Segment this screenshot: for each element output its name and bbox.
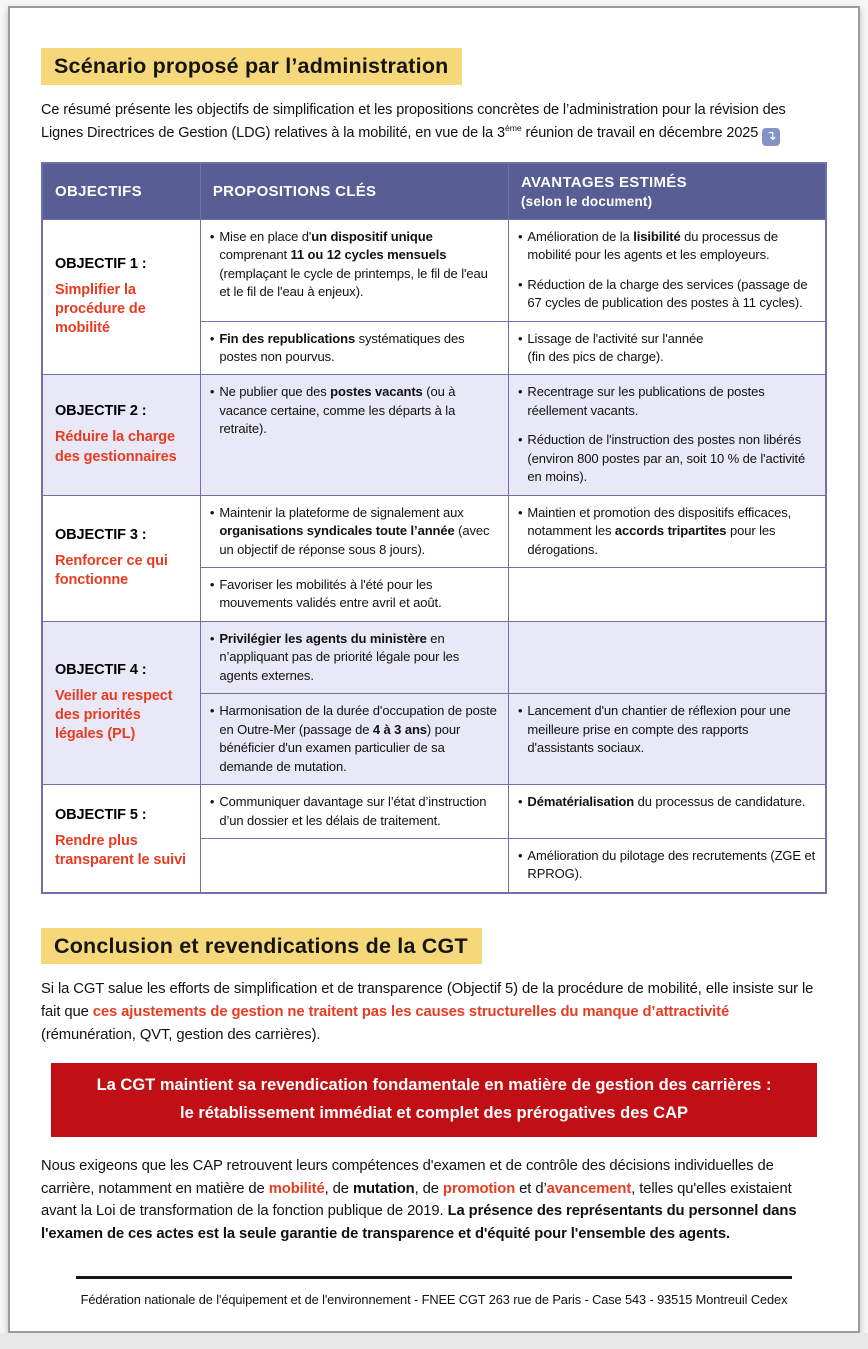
- bullet-text: Lissage de l'activité sur l'année (fin des pics de charge).: [527, 330, 704, 364]
- bullet-dot: •: [209, 228, 215, 244]
- avantages-cell: [508, 839, 826, 893]
- avantages-cell: [508, 785, 826, 839]
- section-title-scenario: [41, 48, 827, 85]
- bullet-text: Recentrage sur les publications de postes réellement vacants.: [527, 384, 765, 418]
- table-row: [42, 375, 826, 495]
- column-header-avantages: AVANTAGES ESTIMÉS (selon le document): [508, 163, 826, 220]
- column-header-propositions: PROPOSITIONS CLÉS: [200, 163, 508, 220]
- column-header-objectifs: OBJECTIFS: [42, 163, 200, 220]
- propositions-cell: [200, 785, 508, 839]
- section-title-scenario-highlight: Scénario proposé par l’administration: [41, 48, 462, 85]
- bullet-text: Harmonisation de la durée d'occupation de poste en Outre-Mer (passage de 4 à 3 ans) pour bénéficier d'un examen particulier de sa demande de mutation.: [219, 703, 497, 774]
- avantages-cell: [508, 321, 826, 375]
- bullet-text: Ne publier que des postes vacants (ou à vacance certaine, comme les départs à la retraite).: [219, 384, 456, 437]
- propositions-cell: [200, 375, 508, 495]
- bullet-text: Lancement d'un chantier de réflexion pour une meilleure prise en compte des rapports d'assistants sociaux.: [527, 703, 791, 756]
- bullet-dot: •: [517, 794, 523, 810]
- bullet-item: [518, 431, 816, 486]
- objective-cell: [42, 219, 200, 375]
- objective-cell: [42, 785, 200, 893]
- avantages-cell: [508, 495, 826, 567]
- bullet-item: [518, 793, 816, 811]
- bullet-text: Privilégier les agents du ministère en n’appliquant pas de priorité légale pour les agents externes.: [219, 630, 460, 683]
- avantages-cell: [508, 694, 826, 785]
- bullet-dot: •: [209, 577, 215, 593]
- objective-cell: [42, 621, 200, 784]
- propositions-cell: [200, 621, 508, 693]
- footer-address: Fédération nationale de l'équipement et de l'environnement - FNEE CGT 263 rue de Paris - Case 543 - 93515 Montreuil Cedex: [80, 1292, 788, 1308]
- bullet-item: [210, 504, 499, 559]
- bullet-item: [518, 330, 816, 367]
- bullet-text: Communiquer davantage sur l’état d’instruction d’un dossier et les délais de traitement.: [219, 794, 487, 828]
- avantages-cell: [508, 219, 826, 321]
- bullet-dot: •: [209, 630, 215, 646]
- table-header-row: [42, 163, 826, 220]
- objective-label: OBJECTIF 3 :: [55, 526, 147, 543]
- propositions-cell: [200, 219, 508, 321]
- bullet-dot: •: [517, 848, 523, 864]
- bullet-item: [518, 504, 816, 559]
- objective-name: Veiller au respect des priorités légales (PL): [55, 687, 173, 743]
- bullet-item: [210, 702, 499, 776]
- objective-label: OBJECTIF 1 :: [55, 255, 147, 272]
- section-title-conclusion: [41, 928, 827, 965]
- column-header-avantages-subtitle: (selon le document): [520, 193, 653, 209]
- bullet-text: Maintenir la plateforme de signalement aux organisations syndicales toute l’année (avec un objectif de réponse sous 8 jours).: [219, 504, 490, 557]
- bullet-dot: •: [209, 794, 215, 810]
- bullet-item: [210, 630, 499, 685]
- objective-name: Simplifier la procédure de mobilité: [55, 281, 146, 337]
- bullet-text: Dématérialisation du processus de candidature.: [527, 794, 806, 810]
- section-title-conclusion-highlight: Conclusion et revendications de la CGT: [41, 928, 482, 965]
- bullet-text: Amélioration de la lisibilité du processus de mobilité pour les agents et les employeurs.: [527, 228, 779, 263]
- bullet-text: Favoriser les mobilités à l'été pour les mouvements validés entre avril et août.: [219, 577, 442, 611]
- table-row: [42, 219, 826, 321]
- avantages-cell: [508, 621, 826, 693]
- bullet-dot: •: [209, 384, 215, 400]
- bullet-text: Amélioration du pilotage des recrutements (ZGE et RPROG).: [527, 848, 816, 882]
- bullet-text: Fin des republications systématiques des postes non pourvus.: [219, 330, 465, 364]
- objective-cell: [42, 495, 200, 621]
- bullet-item: [210, 330, 499, 367]
- page-content: [10, 8, 858, 1331]
- down-right-arrow-icon: ↴: [762, 128, 780, 146]
- propositions-cell: [200, 839, 508, 893]
- document-page: [8, 6, 860, 1333]
- bullet-item: [210, 793, 499, 830]
- bullet-dot: •: [517, 432, 523, 448]
- bullet-text: Réduction de l'instruction des postes non libérés (environ 800 postes par an, soit 10 % de l'activité en moins).: [527, 432, 806, 485]
- bullet-item: [518, 847, 816, 884]
- objectives-table-body: [42, 219, 826, 893]
- objective-label: OBJECTIF 4 :: [55, 661, 147, 678]
- bullet-dot: •: [517, 384, 523, 400]
- objective-name: Rendre plus transparent le suivi: [55, 832, 186, 869]
- bullet-dot: •: [209, 703, 215, 719]
- objective-name: Renforcer ce qui fonctionne: [55, 552, 168, 588]
- bullet-item: [518, 383, 816, 420]
- footer-divider: [76, 1276, 791, 1279]
- avantages-cell: [508, 568, 826, 622]
- bullet-item: [518, 276, 816, 313]
- bullet-dot: •: [209, 504, 215, 520]
- cgt-demand-banner: La CGT maintient sa revendication fondamentale en matière de gestion des carrières : le rétablissement immédiat et complet des prérogatives des CAP: [51, 1063, 817, 1136]
- objective-label: OBJECTIF 5 :: [55, 806, 147, 823]
- table-row: [42, 621, 826, 693]
- propositions-cell: [200, 495, 508, 567]
- bullet-dot: •: [209, 330, 215, 346]
- bullet-text: Mise en place d'un dispositif unique comprenant 11 ou 12 cycles mensuels (remplaçant le cycle de printemps, le fil de l'eau et le fil de l'eau à enjeux).: [219, 228, 488, 300]
- avantages-cell: [508, 375, 826, 495]
- bullet-text: Maintien et promotion des dispositifs efficaces, notamment les accords tripartites pour les dérogations.: [527, 504, 792, 557]
- objective-name: Réduire la charge des gestionnaires: [55, 429, 177, 465]
- demands-paragraph: Nous exigeons que les CAP retrouvent leurs compétences d'examen et de contrôle des décisions individuelles de carrière, notamment en matière de mobilité, de mutation, de promotion et d’avancement, telles qu'elles existaient avant la Loi de transformation de la fonction publique de 2019. La présence des représentants du personnel dans l'examen de ces actes est la seule garantie de transparence et d'équité pour l'ensemble des agents.: [41, 1157, 797, 1243]
- table-row: [42, 495, 826, 567]
- propositions-cell: [200, 568, 508, 622]
- bullet-dot: •: [517, 228, 523, 244]
- propositions-cell: [200, 321, 508, 375]
- intro-paragraph: Ce résumé présente les objectifs de simplification et les propositions concrètes de l’administration pour la révision des Lignes Directrices de Gestion (LDG) relatives à la mobilité, en vue de la 3ème réunion de travail en décembre 2025 ↴: [41, 101, 786, 144]
- bullet-item: [518, 702, 816, 757]
- objectives-table: [41, 162, 827, 894]
- conclusion-paragraph: Si la CGT salue les efforts de simplification et de transparence (Objectif 5) de la procédure de mobilité, elle insiste sur le fait que ces ajustements de gestion ne traitent pas les causes structurelles du manque d’attractivité (rémunération, QVT, gestion des carrières).: [41, 981, 814, 1044]
- objective-cell: [42, 375, 200, 495]
- bullet-dot: •: [517, 504, 523, 520]
- objective-label: OBJECTIF 2 :: [55, 403, 147, 420]
- page-bottom-strip: [0, 1333, 868, 1349]
- propositions-cell: [200, 694, 508, 785]
- bullet-item: [210, 228, 499, 302]
- bullet-text: Réduction de la charge des services (passage de 67 cycles de publication des postes à 11 cycles).: [527, 276, 808, 311]
- bullet-item: [210, 576, 499, 613]
- bullet-dot: •: [517, 330, 523, 346]
- bullet-dot: •: [517, 276, 523, 292]
- bullet-item: [210, 383, 499, 438]
- bullet-item: [518, 228, 816, 265]
- table-row: [42, 785, 826, 839]
- bullet-dot: •: [517, 703, 523, 719]
